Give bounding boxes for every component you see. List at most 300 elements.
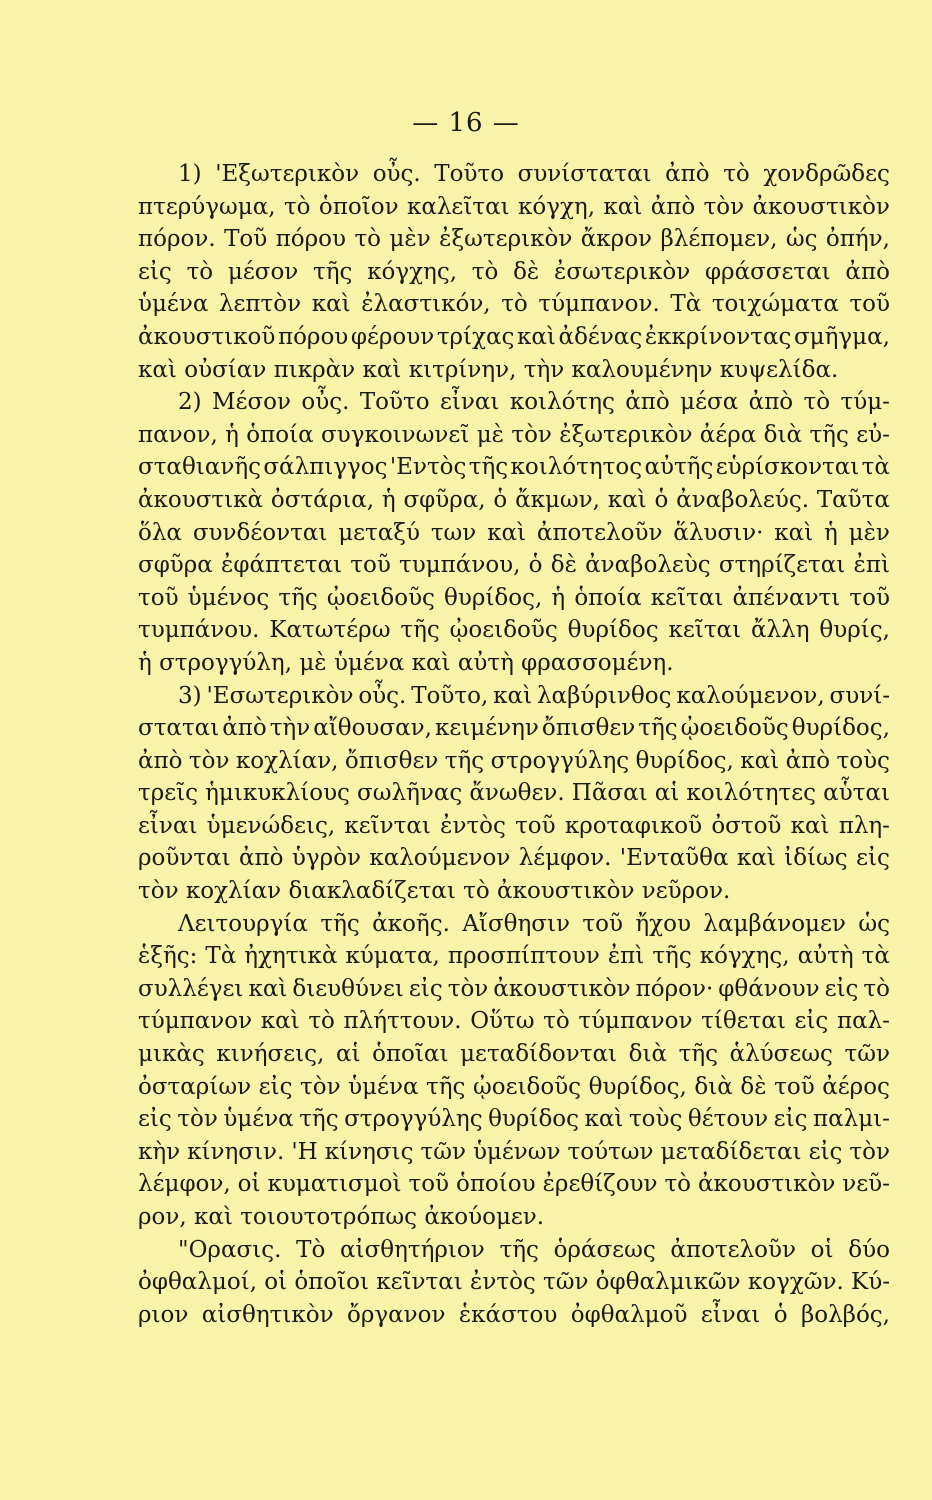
word: βλέπομεν, [660,226,778,253]
text-line: τὸν κοχλίαν διακλαδίζεται τὸ ἀκουστικὸν νεῦρον. [138,878,731,905]
word: κόγχης, [367,258,458,285]
word: εἰς [138,1106,172,1133]
text-line [138,386,890,419]
text-line [138,908,890,941]
word: τυμπάνου. [138,617,260,644]
word: κεῖνται [376,1269,463,1296]
word: κεῖται [668,617,742,644]
word: ἐλαστικόν, [361,291,491,318]
word: ὀπήν, [825,226,890,253]
word: καὶ [774,519,814,546]
word: εἰς [773,1106,808,1133]
word: τὸ [664,1171,692,1198]
text-line [138,451,890,484]
word: μέσα [680,389,739,416]
word: κόγχη, [518,193,596,220]
word: εἶναι [700,1301,761,1328]
body-text [138,158,890,1331]
word: τὸ [283,193,311,220]
word: τοῦ [515,812,556,839]
word: συγκοινωνεῖ [321,421,470,448]
text-line [138,1005,890,1038]
word: ἀναβολεὺς [585,552,711,579]
word: κειμένην [434,715,539,742]
word: Ταῦτα [816,486,890,513]
word: τῆς [678,1041,718,1068]
word: στρογγύλης [344,1106,483,1133]
word: συνδέονται [192,519,328,546]
word: τρίχας [436,323,515,350]
word: διὰ [694,1073,733,1100]
text-line [138,712,890,745]
text-line [138,842,890,875]
word: ὑμένων [472,1138,561,1165]
word: μεταδίδεται [660,1138,802,1165]
word: ἀπὸ [238,845,284,872]
word: ἰδίως [784,845,848,872]
word: σφῦρα, [403,486,486,513]
word: θυρίδος [567,617,659,644]
word: αἴθουσαν, [313,715,432,742]
text-line: καὶ οὐσίαν πικρὰν καὶ κιτρίνην, τὴν καλουμένην κυψελίδα. [138,356,839,383]
word: σταθιανῆς [138,454,261,481]
word: τύμπανον [138,1008,253,1035]
text-line [138,973,890,1006]
word: εἰς [258,1073,293,1100]
word: μικὰς [138,1041,205,1068]
word: 3) [178,682,202,709]
text-line [138,1234,890,1267]
text-line [138,321,890,354]
word: τούτων [567,1138,654,1165]
word: εἰς [138,258,172,285]
word: τίθεται [701,1008,786,1035]
word: τύμπανον. [538,291,660,318]
word: τῆς [499,1236,539,1263]
word: τὸν [849,1138,890,1165]
word: αἱ [654,780,680,807]
word: ὁποῖοι [294,1269,370,1296]
text-line [138,158,890,191]
word: εἰς [824,975,859,1002]
word: τυμπάνου, [399,552,521,579]
word: ᾠοειδοῦς [680,715,789,742]
word: ὁ [654,486,669,513]
word: κεῖνται [344,812,431,839]
word: τὸ [723,161,750,187]
word: ἐντὸς [470,1269,536,1296]
word: κύματα, [345,943,440,970]
word: ἅλυσιν· [673,519,764,546]
text-line [138,1038,890,1071]
word: καὶ [736,845,776,872]
word: ἀκουστικὰ [138,486,264,513]
word: εἰς [794,1008,829,1035]
word: αἰσθητικὸν [201,1301,334,1328]
word: κὴν [138,1138,181,1165]
word: τὴν [269,715,311,742]
word: κυματισμοὶ [267,1171,402,1198]
word: 'Εσωτερικὸν [206,682,354,709]
word: ὡς [785,226,818,253]
word: ὀφθαλμοῦ [570,1301,688,1328]
word: Τὸ [296,1236,326,1263]
word: κοιλότης [509,389,615,416]
word: τοῦ [350,552,391,579]
word: Τὰ [205,943,237,970]
word: τῆς [809,421,849,448]
word: ὁ [493,486,508,513]
word: καὶ [260,1008,300,1035]
word: τὸν [300,1073,341,1100]
word: ροῦνται [138,845,231,872]
word: κίνησιν. [187,1138,285,1165]
word: εἰς [856,845,890,872]
word: ὁ [773,1301,788,1328]
word: ὑμένα [138,291,209,318]
word: μεταξύ [338,519,420,546]
word: καλούμενον [369,845,511,872]
word: ὑγρὸν [291,845,361,872]
word: θέτουν [687,1106,769,1133]
word: εἶναι [439,389,500,416]
word: σφῦρα [138,552,213,579]
word: ἡμικυκλίους [205,780,350,807]
word: καὶ [311,291,351,318]
word: ἀπὸ [845,258,890,285]
word: τὸν [511,421,552,448]
word: 'Εξωτερικὸν [215,161,360,187]
word: Τοῦτο [434,161,505,187]
word: χονδρῶδες [763,161,890,187]
word: ἀέρα [699,421,757,448]
word: τοιχώματα [711,291,839,318]
word: λεπτὸν [218,291,302,318]
word: ἀπὸ [625,389,670,416]
word: πανον, [138,421,218,448]
word: δὲ [513,258,540,285]
word: καὶ [607,486,647,513]
word: δὲ [740,1073,767,1100]
word: ᾠοειδοῦς [326,584,435,611]
word: ἀκοῆς. [372,910,450,937]
word: θυρίδος, [635,747,734,774]
text-line [138,484,890,517]
word: καλεῖται [406,193,510,220]
word: Πᾶσαι [571,780,648,807]
word: τὸν [703,193,745,220]
word: τὸ [308,1008,335,1035]
word: μεταδίδονται [460,1041,618,1068]
word: εὑρίσκονται [715,454,860,481]
word: αὗται [823,780,890,807]
word: στρογγύλης [490,747,630,774]
word: τοῦ [849,584,890,611]
word: σμῆγμα, [793,323,890,350]
word: παλμι- [812,1106,890,1133]
word: ἀπέναντι [732,584,841,611]
text-line [138,256,890,289]
word: μὲν [389,226,431,253]
word: ἐξωτερικὸν [439,226,573,253]
word: δύο [848,1236,890,1263]
word: ριον [138,1301,189,1328]
word: τῶν [844,1041,890,1068]
word: νεῦ- [842,1171,890,1198]
word: θυρίδος, [588,1073,687,1100]
word: βολβός, [800,1301,890,1328]
word: ἄλλη [751,617,810,644]
word: καὶ [790,812,830,839]
word: τὸ [803,389,831,416]
word: θυρίς, [819,617,890,644]
word: ἄκρον [580,226,653,253]
word: μέσον [227,258,299,285]
word: κινήσεις, [216,1041,325,1068]
word: ἀπὸ [665,161,710,187]
text-line [138,1103,890,1136]
word: ἀπὸ [785,747,831,774]
word: ἐφάπτεται [221,552,343,579]
word: ὀσταρίων [138,1073,252,1100]
word: ἀδένας [558,323,643,350]
text-line [138,777,890,810]
word: κόγχης, [699,943,790,970]
word: Αἴσθησιν [462,910,570,937]
word: οὖς. [301,389,350,416]
word: ἐντὸς [440,812,506,839]
text-line [138,419,890,452]
word: ἀέρος [822,1073,890,1100]
word: αἱ [335,1041,361,1068]
word: καὶ [248,975,288,1002]
word: πόρου [275,226,346,253]
word: μὲν [848,519,890,546]
word: 'Ενταῦθα [619,845,729,872]
word: τὰ [861,943,890,970]
page-number: — 16 — [412,108,520,138]
word: ὀστάρια, [270,486,375,513]
word: οἱ [810,1236,834,1263]
word: λέμφον, [138,1171,231,1198]
word: τὰ [861,454,890,481]
word: κροταφικοῦ [564,812,703,839]
word: τοὺς [836,747,890,774]
text-line [138,745,890,778]
word: πόρον. [138,226,216,253]
word: πτερύγωμα, [138,193,276,220]
word: κεῖται [650,584,724,611]
word: ᾠοειδοῦς [449,617,558,644]
word: ὑμένα [348,1073,419,1100]
word: τὸ [501,291,528,318]
word: 'Η [291,1138,318,1165]
word: διὰ [628,1041,668,1068]
word: τῆς [468,454,509,481]
word: πλη- [838,812,890,839]
word: συνίσταται [517,161,652,187]
word: τὸ [186,258,214,285]
word: εἶναι [138,812,198,839]
word: πόρον· [635,975,714,1002]
word: εἰς [808,1138,843,1165]
word: ἐπὶ [607,943,645,970]
word: οὖς. [358,682,407,709]
word: ἀπὸ [650,193,696,220]
word: ἡ [551,584,566,611]
word: Τοῦ [224,226,268,253]
text-line: ρον, καὶ τοιουτοτρόπως ἀκούομεν. [138,1204,545,1230]
word: Τοῦτο [359,389,430,416]
word: στηρίζεται [718,552,846,579]
text-line [138,223,890,256]
word: τῆς [278,584,318,611]
word: καὶ [740,747,780,774]
word: τοῦ [138,584,179,611]
word: ἁλύσεως [729,1041,833,1068]
word: καὶ [517,323,556,350]
word: ὀστοῦ [711,812,782,839]
text-line [138,582,890,615]
word: ὀφθαλμικῶν [595,1269,741,1296]
word: ἡ [225,421,239,448]
word: ἡ [824,519,838,546]
text-line [138,1168,890,1201]
text-line [138,680,890,713]
word: καὶ [487,519,527,546]
word: τῶν [543,1269,589,1296]
word: ἀπὸ [748,389,794,416]
word: ἀκουστικὸν [752,193,890,220]
text-line [138,288,890,321]
word: τὸ [471,258,499,285]
word: ἀκουστικὸν [493,975,631,1002]
word: τὸν [447,975,489,1002]
word: τοὺς [628,1106,683,1133]
word: Λειτουργία [178,910,308,937]
text-line [138,1299,890,1332]
word: προσπίπτουν [447,943,600,970]
word: συλλέγει [138,975,244,1002]
word: κοιλότητες [686,780,817,807]
word: "Ορασις. [178,1236,282,1263]
word: ἤχου [635,910,691,937]
word: ὁποῖαι [372,1041,449,1068]
text-line [138,1136,890,1169]
word: κογχῶν. [747,1269,844,1296]
word: φράσσεται [704,258,831,285]
word: θυρίδος, [444,584,543,611]
word: ἄκμων, [515,486,600,513]
word: διὰ [763,421,803,448]
word: αἰσθητήριον [340,1236,485,1263]
word: ὁποῖον [318,193,399,220]
word: τοῦ [582,910,623,937]
word: Τὰ [670,291,702,318]
word: ἀκουστικὸν [697,1171,836,1198]
word: ὅλα [138,519,182,546]
word: τὸ [863,975,890,1002]
word: ἑξῆς: [138,943,198,970]
word: κοιλότητος [510,454,643,481]
word: τῆς [313,258,353,285]
word: ἐκκρίνοντας [644,323,792,350]
text-line [138,549,890,582]
word: ὁ [528,552,543,579]
word: ἐξωτερικὸν [559,421,693,448]
word: ὄργανον [346,1301,446,1328]
word: ἐσωτερικὸν [554,258,691,285]
word: καὶ [603,193,643,220]
word: ὑμένα [223,1106,294,1133]
word: τῆς [400,617,440,644]
word: ὄπισθεν [344,747,439,774]
word: τὸ [543,1008,570,1035]
word: ὡς [858,910,890,937]
word: σταται [138,715,220,742]
word: τοῦ [774,1073,815,1100]
word: φέρουν [350,323,435,350]
word: πλήττουν. [343,1008,462,1035]
word: 1) [178,161,202,187]
word: τὸν [177,1106,218,1133]
word: διευθύνει [292,975,404,1002]
word: τῆς [299,1106,339,1133]
word: φθάνουν [718,975,820,1002]
word: 2) [178,389,202,416]
word: 'Εντὸς [389,454,467,481]
word: Τοῦτο, [411,682,489,709]
word: Οὕτω [470,1008,535,1035]
text-line [138,940,890,973]
word: τοῦ [849,291,890,318]
word: ὄπισθεν [541,715,636,742]
word: τῆς [638,715,678,742]
word: καὶ [493,682,533,709]
word: οὖς. [372,161,421,187]
word: ὁποία [574,584,642,611]
word: τῆς [444,747,485,774]
word: ἀποτελοῦν [670,1236,796,1263]
word: συνί- [829,682,890,709]
word: τρεῖς [138,780,199,807]
word: σωλῆνας [357,780,463,807]
text-line [138,1266,890,1299]
word: των [430,519,477,546]
word: ὑμένος [187,584,270,611]
word: τύμ- [840,389,890,416]
word: Μέσον [212,389,291,416]
word: τύμπανον [578,1008,693,1035]
text-line [138,810,890,843]
word: τὸν [188,747,230,774]
text-line [138,614,890,647]
word: λέμφον. [518,845,612,872]
word: παλ- [836,1008,890,1035]
word: ἑκάστου [458,1301,558,1328]
word: αὐτὴ [797,943,854,970]
word: ἠχητικὰ [244,943,338,970]
word: ὁράσεως [553,1236,656,1263]
text-line [138,517,890,550]
word: ὑμενώδεις, [206,812,336,839]
word: λαβύρινθος [536,682,672,709]
text-line [138,191,890,224]
word: καὶ [584,1106,624,1133]
word: δὲ [550,552,577,579]
word: εἰς [408,975,443,1002]
word: ὁποίου [455,1171,536,1198]
